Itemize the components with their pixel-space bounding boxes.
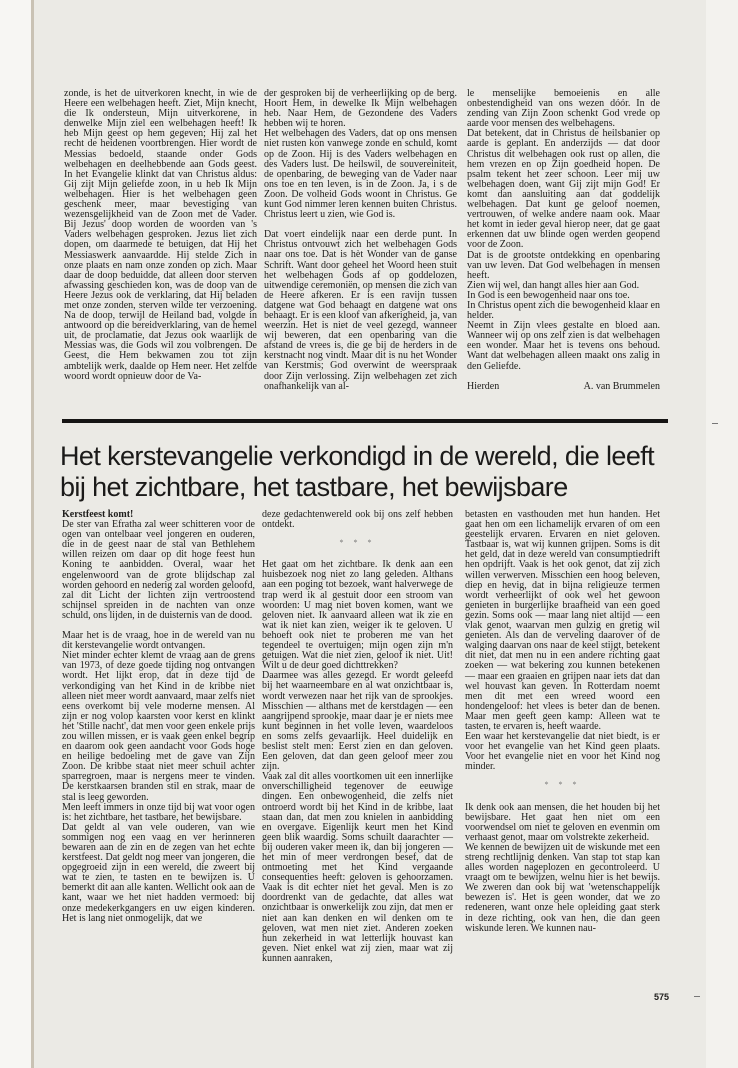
paragraph: Neemt in Zijn vlees gestalte en bloed aan. Wanneer wij op ons zelf zien is dat welbehagen een wonder. Maar het is tevens ons behoud. Want dat welbehagen alleen maakt ons zalig in den Geliefde. xyxy=(467,320,660,372)
paragraph: le menselijke bemoeienis en alle onbestendigheid van ons wezen dóór. In de zending van Zijn Zoon schenkt God vrede op aarde voor mensen des welbehagens. xyxy=(467,88,660,130)
paragraph: In Christus opent zich die bewogenheid klaar en helder. xyxy=(467,299,660,322)
paragraph: Niet minder echter klemt de vraag aan de grens van 1973, of deze goede tijding nog ontvangen wordt. Het lijkt erop, dat in deze tijd de verkondiging van het Kind in de kribbe niet alleen niet meer wordt aanvaard, maar zelfs niet eens overkomt bij vele moderne mensen. Al zijn er nog volop kaarsten voor kerst en klinkt het 'Stille nacht', dat men voor geen enkele prijs zou willen missen, er is vaak geen enkel begrip en daarom ook geen aandacht voor Gods hoge en heilige bedoeling met de gave van Zijn Zoon. De kribbe staat niet meer schuil achter sparregroen, maar is nergens meer te vinden. De kerstkaarsen branden stil en strak, maar de stal is leeg geworden. xyxy=(62,650,255,803)
paragraph: Het welbehagen des Vaders, dat op ons mensen niet rusten kon vanwege zonde en schuld, komt op de Zoon. Hij is des Vaders welbehagen en des Vaders lust. De heilswil, de souvereiniteit, de openbaring, de beweging van de Vader naar ons toe en ten leven, is in de Zoon. Ja, i s de Zoon. De volheid Gods woont in Christus. Ge kunt God nimmer leren kennen buiten Christus. Christus leert u zien, wie God is. xyxy=(264,128,457,221)
paragraph: De ster van Efratha zal weer schitteren voor de ogen van ontelbaar veel jongeren en ouderen, die in de geest naar de stal van Bethlehem willen reizen om daar op dit hoge feest hun Koning te aanbidden. Overal, waar het engelenwoord van de grote blijdschap zal worden gehoord en nederig zal worden geloofd, zal dit Licht der lichten zijn vertroostend schijnsel spreiden in de nachten van onze schuld, ons lijden, in de duisternis van de dood. xyxy=(62,519,255,621)
paragraph: Dat betekent, dat in Christus de heilsbanier op aarde is geplant. En anderzijds — dat door Christus dit welbehagen ook rust op allen, die hem vrezen en op Zijn goedheid hopen. De psalm tekent het zeer schoon. Leer mij uw welbehagen doen, want Gij zijt mijn God! Er komt dan aansluiting aan dat goddelijk welbehagen. Dat kunt ge geloof noemen, vertrouwen, of welke andere naam ook. Maar het komt in ieder geval hierop neer, dat ge gaat erkennen dat uw blinde ogen werden geopend voor de Zoon. xyxy=(467,128,660,251)
top-article-column-2 xyxy=(264,89,457,392)
paragraph: Dat geldt al van vele ouderen, van wie sommigen nog een vaag en ver herinneren bewaren aan de zin en de zegen van het echte kerstfeest. Dat geldt nog meer van jongeren, die opgegroeid zijn in een wereld, die zweert bij wat te zien, te tasten en te bewijzen is. U bemerkt dit aan alle kanten. Wellicht ook aan de kant, waar we het niet hadden vermoed: bij onze medekerkgangers en uw eigen kinderen. Het is lang niet onmogelijk, dat we xyxy=(62,821,255,924)
paragraph: Vaak zal dit alles voortkomen uit een innerlijke onverschilligheid tegenover de eeuwige dingen. Een onbewogenheid, die zelfs niet ontroerd wordt bij het Kind in de kribbe, laat staan dan, dat men zou knielen in aanbidding en overgave. Eigenlijk keurt men het Kind geen blik waardig. Soms schuilt daarachter — bij ouderen vaker meen ik, dan bij jongeren — het min of meer verdrongen besef, dat de ontmoeting met het Kind vergaande consequenties heeft: geloven is gehoorzamen. Vaak is dit echter niet het geval. Men is zo doordrenkt van de gedachte, dat alles wat onzichtbaar is onwerkelijk zou zijn, dat men er niet aan kan denken en wil denken om te geloven, wat men niet ziet. Anderen zoeken hun zekerheid in wat letterlijk houvast kan geven. Niet enkel wat zij zien, maar wat zij kunnen aanraken, xyxy=(262,771,453,964)
paragraph: betasten en vasthouden met hun handen. Het gaat hen om een lichamelijk ervaren of om een geestelijk ervaren. Ervaren en niet geloven. Tastbaar is, wat wij kunnen grijpen. Soms is dit het geld, dat in deze wereld van consumptiedrift hen opdrijft. Vaak is het ook genot, dat zij zich willen verwerven. Misschien een hoog beleven, diep en hevig, dat in bijna religieuze termen wordt verheerlijkt of ook wel het gewoon genieten in burgerlijke braafheid van een goed gezin. Soms ook — maar lang niet altijd — een vlak genot, waarvan men gulzig en gretig wil genieten. Als dan de verveling daarover of de walging daarvan ons naar de keel stijgt, betekent dit niet, dat men nu in een andere richting gaat zoeken — wat bekering zou kunnen betekenen — maar een graaien en grijpen naar iets dat dan wel houvast kan geven. In Rotterdam noemt men dit met een wreed woord een hondengeloof: het vlees is beter dan de benen. Maar men geeft geen kamp: Alleen wat te tasten, te ervaren is, heeft waarde. xyxy=(465,509,660,732)
signature-place: Hierden xyxy=(467,380,500,392)
paragraph: Zien wij wel, dan hangt alles hier aan God. xyxy=(467,279,640,291)
signature xyxy=(467,382,660,392)
paragraph: Men leeft immers in onze tijd bij wat voor ogen is: het zichtbare, het tastbare, het bewijsbare. xyxy=(62,801,255,823)
article-column-3 xyxy=(465,510,660,934)
section-separator: * * * xyxy=(544,780,581,790)
paragraph: der gesproken bij de verheerlijking op de berg. Hoort Hem, in dewelke Ik Mijn welbehagen heb. Naar Hem, de Gezondene des Vaders hebben wij te horen. xyxy=(264,88,457,130)
paragraph: deze gedachtenwereld ook bij ons zelf hebben ontdekt. xyxy=(262,509,453,531)
scan-margin xyxy=(0,0,31,1068)
article-lead: Kerstfeest komt! xyxy=(62,509,134,520)
signature-author: A. van Brummelen xyxy=(583,380,660,392)
paragraph: Dat voert eindelijk naar een derde punt. In Christus ontvouwt zich het welbehagen Gods naar ons toe. Dat is hèt Wonder van de ganse Schrift. Want door geheel het Woord heen stuit het welbehagen Gods af op goddelozen, uitwendige ceremoniën, op mensen die zich van de Heere afkeren. Er is een ravijn tussen datgene wat God behaagt en datgene wat ons behaagt. Er is een kloof van afkerigheid, ja, van weerzin. Het is niet de veel gezegd, wanneer wij beweren, dat een openbaring van die afstand de vrees is, die ge bij de herders in de kerstnacht nog vindt. Maar dit is nu het Wonder van Kerstmis; God overwint de weerspraak door Zijn verlossing. Zijn welbehagen zet zich onafhankelijk van al- xyxy=(264,229,457,392)
paragraph: In God is een bewogenheid naar ons toe. xyxy=(467,289,630,301)
article-column-2 xyxy=(262,510,453,964)
paragraph: Een waar het kerstevangelie dat niet biedt, is er voor het evangelie van het Kind geen plaats. Voor het evangelie niet en voor het Kind nog minder. xyxy=(465,731,660,773)
paragraph: Maar het is de vraag, hoe in de wereld van nu dit kerstevangelie wordt ontvangen. xyxy=(62,630,255,652)
paragraph: zonde, is het de uitverkoren knecht, in wie de Heere een welbehagen heeft. Ziet, Mijn knecht, die Ik ondersteun, Mijn uitverkorene, in denwelke Mijn ziel een welbehagen heeft! Ik heb Mijn geest op hem gegeven; Hij zal het recht de heidenen voortbrengen. Hier wordt de Messias bedoeld, staande onder Gods welbehagen en deelhebbende aan Gods geest. In het Evangelie klinkt dat van Christus aldus: Gij zijt Mijn geliefde zoon, in u heb Ik Mijn welbehagen. Hier is het welbehagen geen geschenk meer, maar bevestiging van wezensgelijkheid van de Zoon met de Vader. Bij Jezus' doop worden de woorden van 's Vaders welbehagen gesproken. Jezus liet zich dopen, om daarmede te betuigen, dat Hij het Messiaswerk aanvaardde. Hij stelde Zich in onze plaats en nam onze zonden op zich. Maar daar de doop beduidde, dat alleen door sterven afwassing geschieden kon, was de doop van de Heere Jezus ook de verklaring, dat Hij beladen met onze zonden, sterven wilde ter verzoening. Na de doop, terwijl de Heiland bad, volgde in antwoord op die bereidverklaring, van de hemel uit, de proclamatie, dat Jezus ook waarlijk de Messias was, die Gods wil zou volbrengen. De Geest, die Hem bekwamen zou tot zijn ambtelijk werk, daalde op Hem neer. Het zelfde woord wordt opnieuw door de Va- xyxy=(64,88,257,382)
paragraph: Dat is de grootste ontdekking en openbaring van uw leven. Dat God welbehagen in mensen heeft. xyxy=(467,249,660,281)
margin-mark xyxy=(694,996,700,997)
paragraph: We kennen de bewijzen uit de wiskunde met een streng rechtlijnig denken. Van stap tot stap kan alles worden nageplozen en gecontroleerd. U vraagt om te bewijzen, welnu hier is het bewijs. We zweren dan ook bij wat 'wetenschappelijk bewezen is'. Het is geen wonder, dat we zo redeneren, want onze hele opleiding gaat sterk in deze richting, ook van hen, die dan geen wiskunde leren. We kunnen nau- xyxy=(465,841,660,934)
paragraph: Daarmee was alles gezegd. Er wordt geleefd bij het waarneembare en al wat onzichtbaar is, wordt verwezen naar het rijk van de sprookjes. Misschien — althans met de kerstdagen — een aangrijpend sprookje, maar daar je er niets mee kunt beginnen in het volle leven, waardeloos en soms zelfs gevaarlijk. Heel duidelijk en beslist stelt men: Eerst zien en dan geloven. Een geloven, dat dan geen geloof meer zou zijn. xyxy=(262,670,453,773)
margin-mark xyxy=(712,423,718,424)
section-rule xyxy=(62,419,668,423)
article-headline: Het kerstevangelie verkondigd in de wereld, die leeft bij het zichtbare, het tastbare, het bewijsbare xyxy=(60,441,655,502)
page-number: 575 xyxy=(654,992,670,1002)
section-separator: * * * xyxy=(339,538,376,548)
article-column-1 xyxy=(62,510,255,924)
top-article-column-1 xyxy=(64,89,257,382)
paragraph: Het gaat om het zichtbare. Ik denk aan een huisbezoek nog niet zo lang geleden. Althans aan een poging tot bezoek, want halverwege de trap werd ik al gestuit door een stroom van woorden: U mag niet boven komen, want we geloven niet. Ik aanvaard alleen wat ik zie en wat ik niet kan zien, weiger ik te geloven. U behoeft ook niet te proberen me van het tegendeel te overtuigen; mijn ogen zijn m'n getuigen. Wat die niet zien, geloof ik niet. Uit! Wilt u de deur goed dichttrekken? xyxy=(262,559,453,672)
top-article-column-3 xyxy=(467,89,660,392)
paragraph: Ik denk ook aan mensen, die het houden bij het bewijsbare. Het gaat hen niet om een voorwendsel om niet te geloven en evenmin om verhaast genot, maar om volstrekte zekerheid. xyxy=(465,801,660,843)
